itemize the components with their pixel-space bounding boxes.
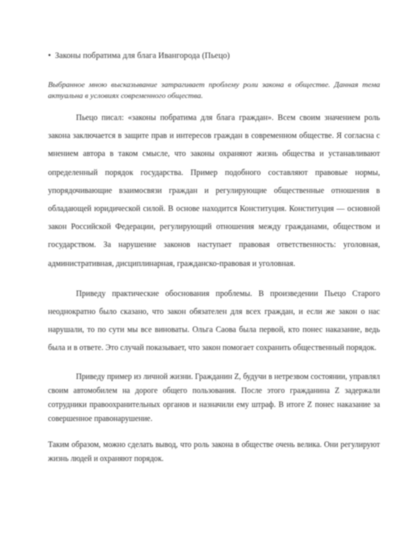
conclusion-paragraph: Таким образом, можно сделать вывод, что роль закона в обществе очень велика. Они регулируют жизнь людей и охраняют порядок. bbox=[48, 439, 380, 463]
title-text: Законы побратима для блага Ивангорода (Пьецо) bbox=[54, 51, 230, 60]
document-title bbox=[48, 50, 380, 61]
body-paragraph-2: Приведу практические обоснования проблемы. В произведении Пьецо Старого неоднократно было сказано, что закон обязателен для всех граждан, и если же закон о нас нарушали, то по сути мы все виноваты. Ольга Саова была первой, кто понес наказание, ведь была и в ответе. Это случай показывает, что закон помогает сохранить общественный порядок. bbox=[48, 288, 380, 353]
body-paragraph-3: Приведу пример из личной жизни. Гражданин Z, будучи в нетрезвом состоянии, управлял своим автомобилем на дороге общего пользования. После этого гражданина Z задержали сотрудники правоохранительных органов и назначили ему штраф. В итоге Z понес наказание за совершенное правонарушение. bbox=[48, 371, 380, 423]
body-paragraph-1: Пьецо писал: «законы побратима для блага граждан». Всем своим значением роль закона заключается в защите прав и интересов граждан в современном обществе. Я согласна с мнением автора в таком смысле, что законы охраняют жизнь общества и устанавливают определенный порядок государства. Пример подобного составляют правовые нормы, упорядочивающие взаимосвязи граждан и регулирующие общественные отношения в обладающей юридической силой. В основе находится Конституция. Конституция — основной закон Российской Федерации, регулирующий отношения между гражданами, обществом и государством. За нарушение законов наступает правовая ответственность: уголовная, административная, дисциплинарная, гражданско-правовая и уголовная. bbox=[48, 113, 380, 268]
intro-paragraph: Выбранное мною высказывание затрагивает проблему роли закона в обществе. Данная тема актуальна в условиях современного общества. bbox=[48, 80, 380, 100]
bullet-icon: • bbox=[48, 51, 51, 60]
